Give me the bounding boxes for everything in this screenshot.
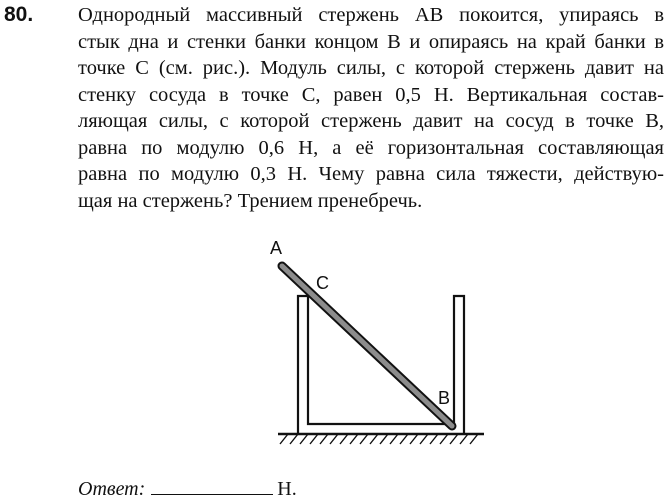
problem-text-line: стенку сосуда в точке С, равен 0,5 Н. Вертикальная состав- xyxy=(78,83,664,106)
point-label-c: C xyxy=(316,273,329,293)
problem-text-line: стык дна и стенки банки концом В и опираясь на край банки в xyxy=(78,30,664,53)
answer-label: Ответ: xyxy=(78,478,146,500)
problem-text-line: ляющая силы, с которой стержень давит на сосуд в точке В, xyxy=(78,110,664,132)
problem-text xyxy=(78,2,664,214)
ground-hatching xyxy=(280,434,478,444)
problem-number: 80. xyxy=(4,3,34,26)
problem-text-line: щая на стержень? Трением пренебречь. xyxy=(78,189,423,212)
problem-text-line: равна по модулю 0,3 Н. Чему равна сила тяжести, действую- xyxy=(78,163,664,185)
answer-input[interactable] xyxy=(151,477,273,495)
point-label-b: B xyxy=(438,388,451,408)
problem-text-line: Однородный массивный стержень АВ покоится, упираясь в xyxy=(78,4,664,26)
answer-unit: Н. xyxy=(277,478,297,500)
problem-text-line: равна по модулю 0,6 Н, а её горизонтальная составляющая xyxy=(78,136,664,159)
figure-rod-in-jar xyxy=(262,238,486,458)
problem-text-line: точке С (см. рис.). Модуль силы, с которой стержень давит на xyxy=(78,57,664,79)
figure-drawing xyxy=(262,238,486,458)
answer-line xyxy=(78,476,297,502)
point-label-a: A xyxy=(270,238,283,258)
